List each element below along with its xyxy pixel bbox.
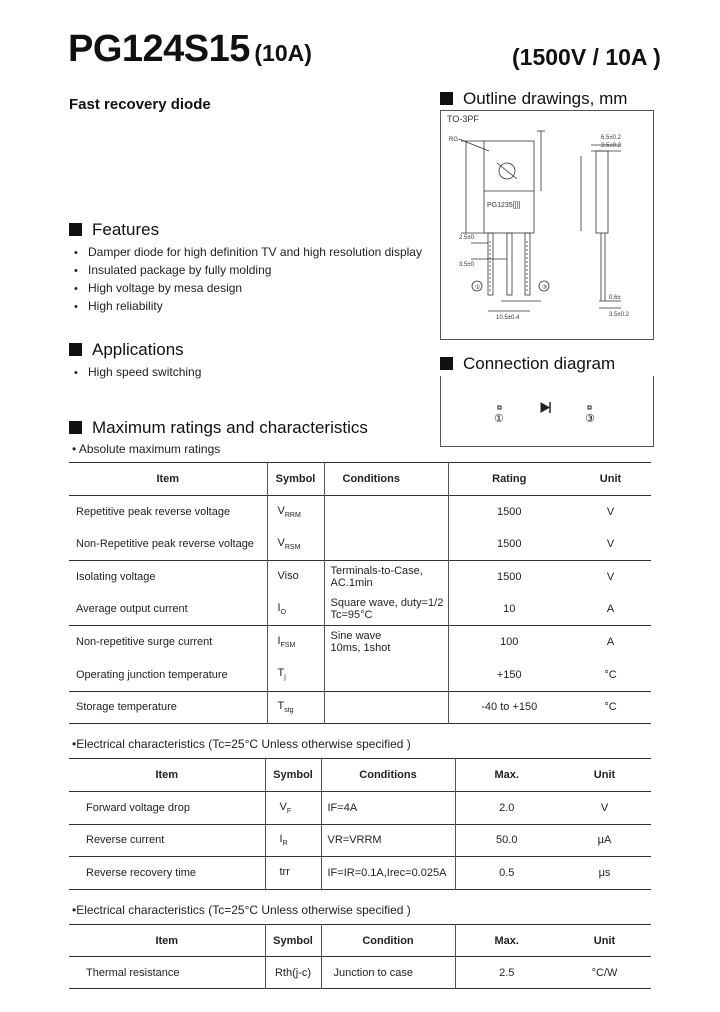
symbol-main: T [277, 700, 285, 713]
square-bullet-icon [440, 357, 453, 370]
symbol-cell [265, 824, 321, 857]
item-cell: Forward voltage drop [86, 801, 190, 814]
thermal-subheading: •Electrical characteristics (Tc=25°C Unless otherwise specified ) [72, 903, 411, 917]
table-header-row [69, 925, 651, 957]
symbol-cell [267, 528, 324, 561]
symbol-cell: Rth(j-c) [265, 957, 321, 989]
rating-cell: +150 [448, 658, 570, 691]
feature-item: • Insulated package by fully molding [74, 261, 422, 279]
svg-text:2.5±0: 2.5±0 [459, 235, 474, 241]
symbol-main: I [277, 635, 281, 648]
item-cell: Non-Repetitive peak reverse voltage [76, 538, 254, 551]
header-conditions: Conditions [321, 759, 455, 792]
table-row [69, 792, 651, 825]
outline-drawing-box [440, 110, 654, 340]
max-cell: 2.5 [455, 957, 558, 989]
electrical-subheading: •Electrical characteristics (Tc=25°C Unless otherwise specified ) [72, 737, 411, 751]
table-row [69, 561, 651, 594]
header-conditions: Conditions [324, 463, 448, 496]
item-cell: Operating junction temperature [76, 668, 228, 681]
condition-line: AC.1min [330, 577, 373, 590]
feature-item: • High reliability [74, 297, 422, 315]
svg-text:3.5±0.2: 3.5±0.2 [601, 143, 621, 149]
symbol-main: I [277, 602, 281, 615]
rating-cell: 1500 [448, 561, 570, 594]
symbol-main: V [277, 504, 285, 517]
part-number: PG124S15 [68, 28, 250, 70]
symbol-main: I [279, 833, 283, 846]
svg-text:3.5±0: 3.5±0 [459, 262, 474, 268]
symbol-main: trr [279, 865, 290, 878]
rating-cell: 10 [448, 593, 570, 626]
symbol-sub: RRM [284, 512, 301, 520]
symbol-sub: O [280, 609, 287, 617]
applications-heading: Applications [69, 340, 184, 360]
unit-cell: A [606, 603, 615, 616]
svg-text:3.5±0.2: 3.5±0.2 [609, 312, 629, 318]
symbol-sub: RSM [284, 544, 301, 552]
header-item: Item [156, 473, 180, 485]
item-cell: Isolating voltage [76, 571, 156, 584]
max-cell: 0.5 [455, 857, 558, 890]
square-bullet-icon [69, 223, 82, 236]
symbol-main: Viso [277, 570, 299, 583]
diode-symbol-icon [441, 376, 653, 446]
symbol-cell [267, 691, 324, 724]
symbol-cell [267, 626, 324, 659]
symbol-cell [267, 496, 324, 529]
condition-line: 10ms, 1shot [330, 642, 391, 655]
conditions-cell [324, 593, 448, 626]
application-item: • High speed switching [74, 363, 201, 381]
unit-cell: μA [597, 834, 612, 847]
connection-heading: Connection diagram [440, 354, 615, 374]
pin3-label: ③ [585, 413, 595, 425]
unit-cell: V [600, 801, 609, 814]
item-cell: Average output current [76, 603, 188, 616]
item-cell: Reverse recovery time [86, 866, 197, 879]
package-drawing-icon [441, 111, 653, 339]
symbol-cell [267, 593, 324, 626]
unit-cell: °C [604, 668, 617, 681]
symbol-cell [267, 561, 324, 594]
unit-cell: V [606, 538, 615, 551]
svg-text:RG: RG [449, 137, 458, 143]
symbol-sub: F [286, 807, 292, 815]
unit-cell: V [606, 506, 615, 519]
rating-cell: 100 [448, 626, 570, 659]
table-row [69, 691, 651, 724]
header-symbol: Symbol [265, 759, 321, 792]
header-max: Max. [455, 925, 558, 957]
bullet-icon: • [72, 442, 77, 456]
table-row [69, 528, 651, 561]
header-unit: Unit [593, 769, 616, 781]
connection-diagram-box [440, 376, 654, 447]
condition-line: Tc=95°C [330, 609, 373, 622]
table-row [69, 496, 651, 529]
absolute-max-subheading: • Absolute maximum ratings [72, 442, 221, 456]
svg-text:6.5±0.2: 6.5±0.2 [601, 135, 621, 141]
symbol-sub: stg [284, 707, 294, 715]
features-list [74, 243, 422, 315]
svg-text:①: ① [475, 285, 481, 291]
feature-item: • Damper diode for high definition TV and high resolution display [74, 243, 422, 261]
table-header-row [69, 759, 651, 792]
item-cell: Non-repetitive surge current [76, 636, 213, 649]
header-unit: Unit [593, 934, 616, 947]
square-bullet-icon [440, 92, 453, 105]
unit-cell: μs [598, 866, 611, 879]
header-rating: Rating [448, 463, 570, 496]
feature-item: • High voltage by mesa design [74, 279, 422, 297]
unit-cell: V [606, 571, 615, 584]
symbol-main: V [279, 800, 287, 813]
item-cell: Repetitive peak reverse voltage [76, 506, 231, 519]
table-row [69, 658, 651, 691]
item-cell: Reverse current [86, 834, 165, 847]
table-row [69, 593, 651, 626]
max-cell: 2.0 [455, 792, 558, 825]
features-heading: Features [69, 220, 159, 240]
conditions-cell [324, 528, 448, 561]
header-max: Max. [455, 759, 558, 792]
current-rating: (10A) [254, 40, 312, 66]
symbol-cell [265, 792, 321, 825]
conditions-cell: VR=VRRM [321, 824, 455, 857]
electrical-table [69, 758, 651, 890]
condition-line: Sine wave [330, 630, 382, 643]
header-symbol: Symbol [267, 463, 324, 496]
header-condition: Condition [321, 925, 455, 957]
table-header-row [69, 463, 651, 496]
conditions-cell [324, 691, 448, 724]
absolute-max-table [69, 462, 651, 724]
conditions-cell [324, 561, 448, 594]
item-cell: Thermal resistance [86, 966, 180, 979]
symbol-cell [267, 658, 324, 691]
conditions-cell [324, 496, 448, 529]
svg-text:10.5±0.4: 10.5±0.4 [496, 315, 520, 321]
unit-cell: °C [604, 701, 617, 714]
header [68, 28, 312, 71]
pin1-label: ① [494, 413, 504, 425]
outline-heading: Outline drawings, mm [440, 89, 627, 109]
thermal-table [69, 924, 651, 989]
symbol-sub: j [284, 674, 286, 682]
item-cell: Storage temperature [76, 701, 177, 714]
symbol-cell [265, 857, 321, 890]
unit-cell: A [606, 636, 615, 649]
applications-list [74, 363, 201, 381]
svg-text:0.6±: 0.6± [609, 295, 621, 301]
symbol-sub: R [282, 840, 288, 848]
rating-cell: 1500 [448, 528, 570, 561]
bullet-icon: • [72, 903, 77, 917]
subtitle: Fast recovery diode [69, 96, 211, 113]
table-row [69, 626, 651, 659]
conditions-cell [324, 626, 448, 659]
conditions-cell: Junction to case [321, 957, 455, 989]
unit-cell: °C/W [591, 966, 618, 979]
condition-line: Terminals-to-Case, [330, 565, 423, 578]
square-bullet-icon [69, 421, 82, 434]
bullet-icon: • [72, 737, 77, 751]
header-item: Item [155, 769, 179, 781]
condition-line: Square wave, duty=1/2 [330, 597, 444, 610]
ratings-heading: Maximum ratings and characteristics [69, 418, 368, 438]
symbol-main: T [277, 667, 285, 680]
table-row [69, 957, 651, 989]
table-row [69, 857, 651, 890]
table-row [69, 824, 651, 857]
conditions-cell [324, 658, 448, 691]
rating-cell: -40 to +150 [448, 691, 570, 724]
svg-text:③: ③ [542, 285, 548, 291]
spec-summary: (1500V / 10A ) [512, 44, 661, 70]
header-symbol: Symbol [265, 925, 321, 957]
symbol-main: V [277, 537, 285, 550]
header-unit: Unit [599, 473, 622, 485]
header-item: Item [155, 934, 179, 947]
svg-text:PG1235[]]]: PG1235[]]] [487, 202, 521, 209]
conditions-cell: IF=4A [321, 792, 455, 825]
package-label: TO-3PF [447, 114, 479, 124]
square-bullet-icon [69, 343, 82, 356]
symbol-sub: FSM [280, 642, 296, 650]
max-cell: 50.0 [455, 824, 558, 857]
conditions-cell: IF=IR=0.1A,Irec=0.025A [321, 857, 455, 890]
rating-cell: 1500 [448, 496, 570, 529]
